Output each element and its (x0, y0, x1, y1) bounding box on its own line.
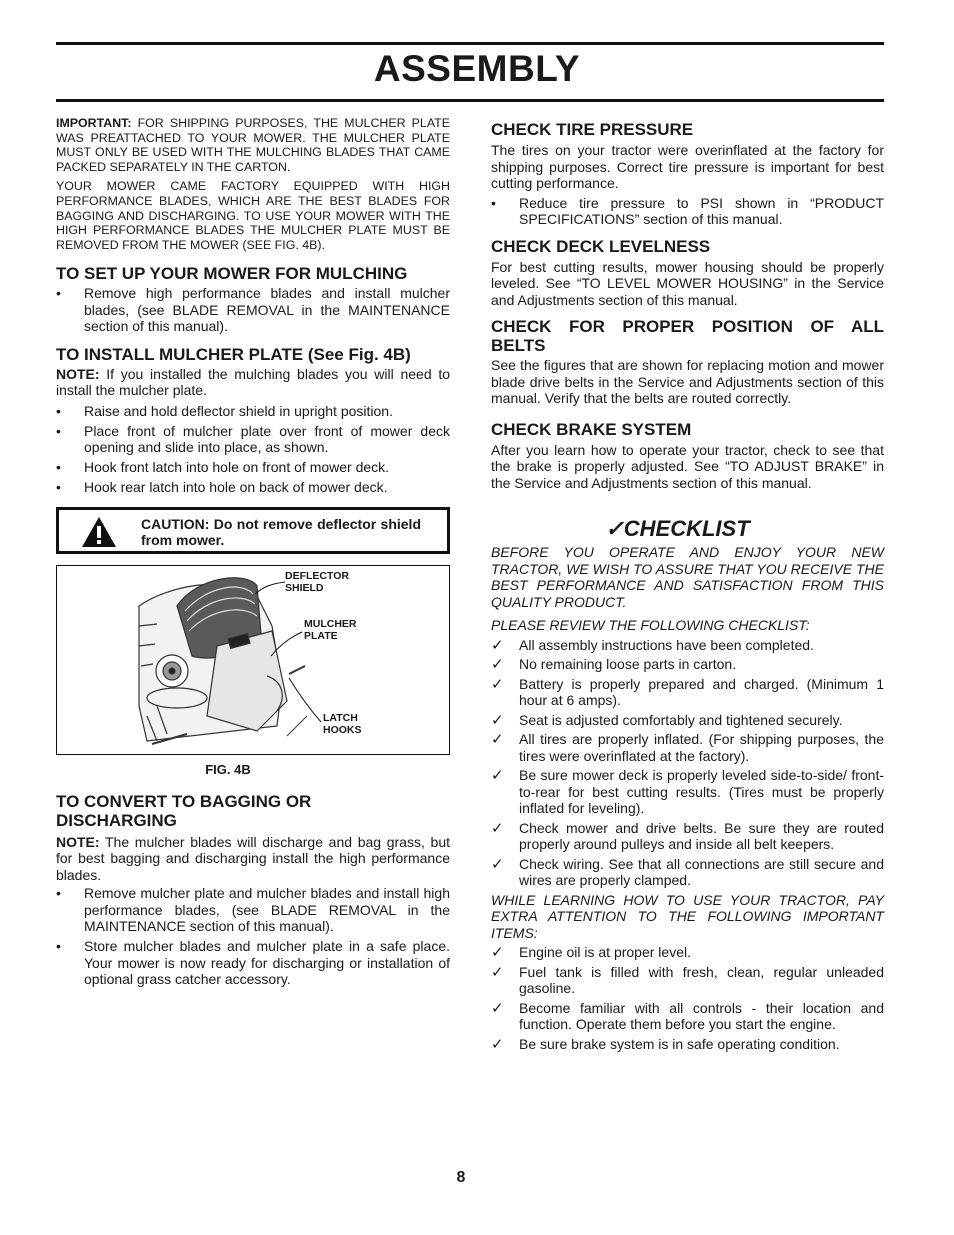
check-icon: ✓ (491, 854, 504, 873)
checklist-item (491, 964, 884, 997)
mulcher-plate-label (304, 618, 357, 642)
setup-mulching-heading: TO SET UP YOUR MOWER FOR MULCHING (56, 264, 408, 284)
label-line: HOOKS (323, 723, 362, 736)
heading-line: TO CONVERT TO BAGGING OR (56, 791, 312, 811)
label-line: MULCHER (304, 617, 357, 630)
item-text: Become familiar with all controls - their location and function. Operate them before you start the engine. (519, 999, 884, 1032)
belts-heading (491, 317, 884, 355)
check-icon: ✓ (491, 943, 504, 961)
list-item: • Hook rear latch into hole on back of mower deck. (56, 479, 450, 496)
important-items-list (491, 944, 884, 1052)
left-column (56, 116, 450, 991)
checklist-item (491, 656, 884, 673)
brake-system-text: After you learn how to operate your tractor, check to see that the brake is properly adjusted. See “TO ADJUST BRAKE” in the Service and Adjustments section of this manual. (491, 441, 884, 491)
list-item: • Remove high performance blades and install mulcher blades, (see BLADE REMOVAL in the MAINTENANCE section of this manual). (56, 285, 450, 335)
label-line: SHIELD (285, 581, 324, 594)
deck-levelness-heading: CHECK DECK LEVELNESS (491, 236, 711, 256)
checklist (491, 637, 884, 889)
before-operate-text: BEFORE YOU OPERATE AND ENJOY YOUR NEW TRACTOR, WE WISH TO ASSURE THAT YOU RECEIVE THE BEST PERFORMANCE AND SATISFACTION FROM THIS QUALITY PRODUCT. (491, 544, 884, 610)
heading-line: CHECK FOR PROPER POSITION OF ALL (491, 317, 884, 336)
tire-pressure-heading: CHECK TIRE PRESSURE (491, 120, 694, 139)
checklist-item (491, 944, 884, 961)
list-item: • Raise and hold deflector shield in upright position. (56, 403, 450, 420)
checklist-item (491, 731, 884, 764)
list-item: • Store mulcher blades and mulcher plate in a safe place. Your mower is now ready for discharging or installation of optional grass catcher accessory. (56, 938, 450, 988)
install-plate-list (56, 403, 450, 496)
warning-triangle-icon (81, 516, 117, 548)
item-text: No remaining loose parts in carton. (519, 656, 737, 672)
right-column (491, 116, 884, 1055)
item-text: Battery is properly prepared and charged. (Minimum 1 hour at 6 amps). (519, 675, 884, 708)
item-text: All tires are properly inflated. (For shipping purposes, the tires were overinflated at the factory). (519, 731, 884, 764)
item-text: Engine oil is at proper level. (519, 944, 691, 960)
list-item: • Place front of mulcher plate over front of mower deck opening and slide into place, as shown. (56, 423, 450, 456)
heading-line: BELTS (491, 336, 546, 355)
item-text: Fuel tank is filled with fresh, clean, regular unleaded gasoline. (519, 963, 884, 996)
page-title: ASSEMBLY (373, 48, 581, 89)
label-line: PLATE (304, 629, 338, 642)
label-line: DEFLECTOR (285, 569, 349, 582)
top-rule (56, 42, 884, 45)
item-text: Seat is adjusted comfortably and tightened securely. (519, 711, 843, 728)
heading-line: DISCHARGING (56, 810, 177, 830)
item-text: Check wiring. See that all connections are still secure and wires are properly clamped. (519, 855, 884, 888)
check-icon: ✓ (491, 635, 504, 654)
check-icon: ✓ (491, 962, 504, 981)
brake-system-heading: CHECK BRAKE SYSTEM (491, 419, 692, 439)
checklist-item (491, 856, 884, 889)
checklist-title: ✓CHECKLIST (605, 516, 750, 541)
caution-text: CAUTION: Do not remove deflector shield from mower. (141, 515, 421, 548)
install-note (56, 366, 450, 399)
latch-hooks-label (323, 712, 362, 736)
item-text: Check mower and drive belts. Be sure they are routed properly around pulleys and inside all belt keepers. (519, 819, 884, 852)
note-text: The mulcher blades will discharge and bag grass, but for best bagging and discharging install the high performance blades. (56, 833, 450, 883)
label-line: LATCH (323, 711, 358, 724)
item-text: Be sure mower deck is properly leveled side-to-side/ front-to-rear for best cutting results. (Tires must be properly inflated for leveling). (519, 767, 884, 816)
convert-list (56, 885, 450, 988)
list-item: • Remove mulcher plate and mulcher blades and install high performance blades, (see BLADE REMOVAL in the MAINTENANCE section of this manual). (56, 885, 450, 935)
checklist-item (491, 637, 884, 654)
deck-levelness-text: For best cutting results, mower housing should be properly leveled. See “TO LEVEL MOWER HOUSING” in the Service and Adjustments section of this manual. (491, 258, 884, 308)
figure-4b (56, 565, 450, 755)
while-learning-text: WHILE LEARNING HOW TO USE YOUR TRACTOR, PAY EXTRA ATTENTION TO THE FOLLOWING IMPORTANT ITEMS: (491, 891, 884, 941)
title-rule (56, 99, 884, 102)
list-item: • Reduce tire pressure to PSI shown in “PRODUCT SPECIFICATIONS” section of this manual. (491, 195, 884, 228)
list-item: • Hook front latch into hole on front of mower deck. (56, 459, 450, 476)
check-icon: ✓ (491, 818, 504, 837)
checklist-item (491, 820, 884, 853)
checklist-item (491, 676, 884, 709)
note-label: NOTE: (56, 365, 100, 382)
caution-box (56, 507, 450, 554)
important-text: FOR SHIPPING PURPOSES, THE MULCHER PLATE WAS PREATTACHED TO YOUR MOWER. THE MULCHER PLATE MUST ONLY BE USED WITH THE MULCHING BLADES THAT CAME PACKED SEPARATELY IN THE CARTON. (56, 116, 450, 174)
tire-pressure-list (491, 195, 884, 228)
important-label: IMPORTANT: (56, 116, 132, 130)
mulcher-plate-illustration (57, 566, 450, 755)
check-icon: ✓ (491, 710, 504, 729)
belts-text: See the figures that are shown for replacing motion and mower blade drive belts in the Service and Adjustments section of this manual. Verify that the belts are routed correctly. (491, 357, 884, 406)
factory-blades-paragraph: YOUR MOWER CAME FACTORY EQUIPPED WITH HIGH PERFORMANCE BLADES, WHICH ARE THE BEST BLADES FOR BAGGING AND DISCHARGING. TO USE YOUR MOWER WITH THE HIGH PERFORMANCE BLADES THE MULCHER PLATE MUST BE REMOVED FROM THE MOWER (SEE FIG. 4B). (56, 179, 450, 252)
check-icon: ✓ (491, 730, 504, 748)
install-plate-heading: TO INSTALL MULCHER PLATE (See Fig. 4B) (56, 344, 411, 364)
checklist-item (491, 1036, 884, 1053)
check-icon: ✓ (491, 998, 504, 1017)
item-text: Be sure brake system is in safe operating condition. (519, 1035, 840, 1052)
convert-bagging-heading (56, 792, 450, 830)
check-icon: ✓ (491, 766, 504, 784)
checklist-item (491, 712, 884, 729)
convert-note (56, 834, 450, 884)
note-label: NOTE: (56, 833, 100, 850)
setup-mulching-list (56, 285, 450, 335)
check-icon: ✓ (491, 655, 504, 673)
figure-caption: FIG. 4B (205, 761, 251, 777)
tire-pressure-text: The tires on your tractor were overinflated at the factory for shipping purposes. Correct tire pressure is important for best cutting performance. (491, 142, 884, 191)
deflector-shield-label (285, 570, 349, 594)
checklist-item (491, 767, 884, 817)
checklist-item (491, 1000, 884, 1033)
check-icon: ✓ (491, 1034, 504, 1053)
note-text: If you installed the mulching blades you will need to install the mulcher plate. (56, 365, 450, 399)
item-text: All assembly instructions have been completed. (519, 636, 814, 653)
check-icon: ✓ (491, 674, 504, 693)
page-number: 8 (456, 1169, 466, 1186)
important-paragraph (56, 116, 450, 174)
review-checklist-text: PLEASE REVIEW THE FOLLOWING CHECKLIST: (491, 617, 810, 633)
